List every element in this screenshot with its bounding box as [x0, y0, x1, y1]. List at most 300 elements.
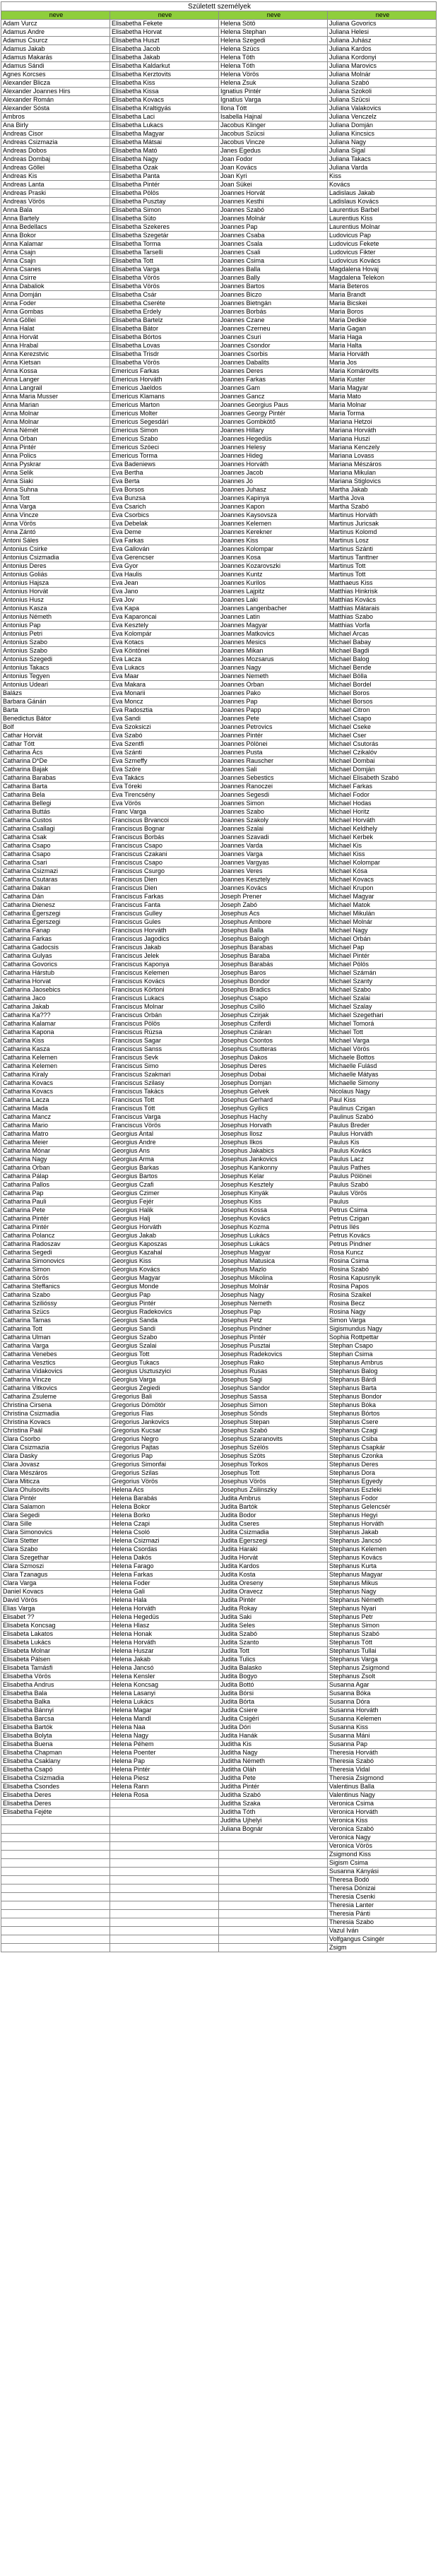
name-cell: Georgius Czimer — [110, 1189, 219, 1198]
table-row — [1, 1291, 437, 1300]
name-cell: Maria Beteros — [328, 283, 437, 291]
name-cell: Joannes Mikan — [219, 647, 328, 655]
name-cell: Josephus Petz — [219, 1317, 328, 1325]
name-cell: Georgius Horváth — [110, 1223, 219, 1232]
name-cell: Antonius Szegedi — [1, 655, 110, 664]
table-row — [1, 1283, 437, 1291]
name-cell: Anna Varga — [1, 503, 110, 511]
name-cell: Joannes Kaysovsza — [219, 511, 328, 520]
name-cell: Joannes Georgius Paus — [219, 401, 328, 410]
table-row — [1, 1173, 437, 1181]
name-cell — [110, 1800, 219, 1808]
name-cell: Franciscus Gules — [110, 918, 219, 927]
table-row — [1, 1571, 437, 1579]
name-cell — [219, 1944, 328, 1952]
name-cell: Matthias Vorfa — [328, 622, 437, 630]
table-row — [1, 1105, 437, 1113]
table-row — [1, 1859, 437, 1868]
name-cell: Eva Köntönei — [110, 647, 219, 655]
table-row — [1, 927, 437, 935]
name-cell: Josephus Kiss — [219, 1198, 328, 1206]
name-cell: Helena Koncsag — [110, 1681, 219, 1690]
name-cell: Catharina Govorics — [1, 961, 110, 969]
name-cell: Anna Csajn — [1, 257, 110, 266]
name-cell: Antonius Horvát — [1, 588, 110, 596]
name-cell: Helena Sötö — [219, 20, 328, 28]
table-row — [1, 766, 437, 774]
name-cell: Catharina Dienesz — [1, 901, 110, 910]
name-cell: Anna Csajn — [1, 249, 110, 257]
name-cell: Georgius Antal — [110, 1130, 219, 1139]
name-cell — [219, 1851, 328, 1859]
name-cell: Elisabetha Vörös — [110, 283, 219, 291]
name-cell: Ilona Tótt — [219, 105, 328, 113]
name-cell: Maria Brandt — [328, 291, 437, 299]
name-cell: Michael Kovacs — [328, 876, 437, 884]
name-cell: Rosina Becz — [328, 1300, 437, 1308]
name-cell: Judita Oravecz — [219, 1588, 328, 1596]
table-row — [1, 1334, 437, 1342]
name-cell: Michael Szabo — [328, 986, 437, 995]
name-cell: Agnes Korcses — [1, 71, 110, 79]
name-cell: Antonius Csizmadia — [1, 554, 110, 562]
name-cell: Andreas Praski — [1, 189, 110, 198]
name-cell: Stephanus Csapkár — [328, 1444, 437, 1452]
table-row — [1, 1715, 437, 1723]
name-cell: Susanna Máni — [328, 1732, 437, 1740]
name-cell: Martinus Tott — [328, 571, 437, 579]
name-cell: Laurentius Barbel — [328, 206, 437, 215]
name-cell: Matthias Hinkrisk — [328, 588, 437, 596]
name-cell: Anna Hrabal — [1, 342, 110, 350]
name-cell: Elisabetha Horvat — [110, 28, 219, 37]
name-cell: Adamus Makarás — [1, 54, 110, 62]
name-cell: Josephus Sagi — [219, 1376, 328, 1384]
table-row — [1, 1605, 437, 1613]
name-cell: Joannes Horvát — [219, 189, 328, 198]
table-row — [1, 367, 437, 376]
name-cell: Josephus Magyar — [219, 1249, 328, 1257]
name-cell: Catharina Csapo — [1, 850, 110, 859]
table-row — [1, 215, 437, 223]
name-cell: Catharina Pintér — [1, 1215, 110, 1223]
table-row — [1, 935, 437, 944]
name-cell: Rosina Szabó — [328, 1266, 437, 1274]
name-cell: Gregorius Jankovics — [110, 1418, 219, 1427]
name-cell: Franciscus Brvancoi — [110, 817, 219, 825]
name-cell: Clara Szmoszi — [1, 1562, 110, 1571]
name-cell: Catharina Szilióssy — [1, 1300, 110, 1308]
name-cell: Anna Suhna — [1, 486, 110, 494]
name-cell: Franciscus Szakmari — [110, 1071, 219, 1079]
name-cell: Anna Maria Musser — [1, 393, 110, 401]
table-row — [1, 1486, 437, 1495]
name-cell: Elisabetha Ozak — [110, 164, 219, 172]
name-cell: Eva Berta — [110, 477, 219, 486]
table-row — [1, 384, 437, 393]
name-cell: Michael Szalay — [328, 1003, 437, 1011]
name-cell: Franciscus Takács — [110, 1088, 219, 1096]
name-cell: Josephus Sassa — [219, 1393, 328, 1401]
name-cell: Zsigmond Kiss — [328, 1851, 437, 1859]
name-cell: Gregorius Szilas — [110, 1469, 219, 1478]
name-cell: Catharina Csak — [1, 833, 110, 842]
name-cell: Georgius Arma — [110, 1156, 219, 1164]
name-cell: Josephus Baraba — [219, 952, 328, 961]
table-row — [1, 859, 437, 867]
name-cell: Stephanus Nyari — [328, 1605, 437, 1613]
name-cell: Michael Keldhely — [328, 825, 437, 833]
name-cell: Stephanus Gelencsér — [328, 1503, 437, 1512]
name-cell: Eva Haulis — [110, 571, 219, 579]
name-cell: Petrus Czigan — [328, 1215, 437, 1223]
name-cell: Elisabetha Kaldarkut — [110, 62, 219, 71]
name-cell: Elisabetha Tott — [110, 257, 219, 266]
table-row — [1, 613, 437, 622]
name-cell: Kovács — [328, 181, 437, 189]
name-cell: Helena Acs — [110, 1486, 219, 1495]
name-cell — [219, 1910, 328, 1918]
name-cell: Eva Kolompár — [110, 630, 219, 639]
name-cell: Catharina Jakab — [1, 1003, 110, 1011]
name-cell: Theresia Pánti — [328, 1910, 437, 1918]
name-cell: Juditha Szaka — [219, 1800, 328, 1808]
name-cell: Catharina Simon — [1, 1266, 110, 1274]
name-cell: Franciscus Kovács — [110, 978, 219, 986]
name-cell: Joannes Kerekner — [219, 528, 328, 537]
table-row — [1, 1554, 437, 1562]
name-cell: Josephus Barabás — [219, 961, 328, 969]
name-cell: Catharina Pintér — [1, 1223, 110, 1232]
name-cell: Elisabetha Csizmadia — [1, 1774, 110, 1783]
table-row — [1, 672, 437, 681]
name-cell: Michael Kerbek — [328, 833, 437, 842]
table-row — [1, 1435, 437, 1444]
table-row — [1, 88, 437, 96]
name-cell: Josephus Domjan — [219, 1079, 328, 1088]
name-cell: Rosina Nagy — [328, 1308, 437, 1317]
name-cell: Elisabeta Koncsag — [1, 1622, 110, 1630]
table-row — [1, 1249, 437, 1257]
name-cell: Catharina Farkas — [1, 935, 110, 944]
name-cell: Stephanus Ambrus — [328, 1359, 437, 1367]
table-row — [1, 410, 437, 418]
table-row — [1, 1723, 437, 1732]
name-cell: Antonius Deres — [1, 562, 110, 571]
name-cell: Joannes Pete — [219, 715, 328, 723]
name-cell: Michael Czikalóv — [328, 749, 437, 757]
name-cell: Joannes Szabo — [219, 808, 328, 817]
name-cell: Judita Balasko — [219, 1664, 328, 1673]
table-row — [1, 444, 437, 452]
table-row — [1, 639, 437, 647]
table-row — [1, 1851, 437, 1859]
name-cell: Theresa Dónizai — [328, 1884, 437, 1893]
name-cell: Michael Számán — [328, 969, 437, 978]
name-cell — [219, 1918, 328, 1927]
name-cell: Judita Bórsi — [219, 1690, 328, 1698]
name-cell: Christina Kovacs — [1, 1418, 110, 1427]
name-cell: Michael Babay — [328, 639, 437, 647]
name-cell: Georgius Ans — [110, 1147, 219, 1156]
name-cell: Michael Szalai — [328, 995, 437, 1003]
name-cell: Ana Birly — [1, 121, 110, 130]
name-cell — [110, 1868, 219, 1876]
name-cell: Catharina D*De — [1, 757, 110, 766]
name-cell: Catharina Mario — [1, 1122, 110, 1130]
name-cell: Martinus Tanttner — [328, 554, 437, 562]
name-cell: Josephus Pindner — [219, 1325, 328, 1334]
name-cell: Emericus Szöeci — [110, 444, 219, 452]
name-cell: Antonius Goliás — [1, 571, 110, 579]
name-cell: Maria Halta — [328, 342, 437, 350]
name-cell: David Vörös — [1, 1596, 110, 1605]
name-cell: Michael Pap — [328, 944, 437, 952]
name-cell: Helena Csizmazi — [110, 1537, 219, 1545]
name-cell — [110, 1927, 219, 1935]
name-cell: Antonius Husz — [1, 596, 110, 605]
table-title: Született személyek — [1, 2, 437, 11]
name-cell: Elisabetha Vörös — [110, 274, 219, 283]
name-cell: Joan Kyri — [219, 172, 328, 181]
name-cell: Eva Szentfi — [110, 740, 219, 749]
name-cell — [219, 1927, 328, 1935]
table-row — [1, 37, 437, 45]
name-cell: Joannes Veres — [219, 867, 328, 876]
table-row — [1, 1664, 437, 1673]
name-cell: Stephanus Kovács — [328, 1554, 437, 1562]
name-cell: Catharina Sörös — [1, 1274, 110, 1283]
name-cell: Joannes Pap — [219, 698, 328, 706]
table-row — [1, 961, 437, 969]
name-cell: Elisabetha Cseréte — [110, 299, 219, 308]
name-cell: Joannes Kelemen — [219, 520, 328, 528]
name-cell: Joannes Gancz — [219, 393, 328, 401]
table-row — [1, 706, 437, 715]
name-cell: Catharina Segedi — [1, 1249, 110, 1257]
table-row — [1, 1876, 437, 1884]
name-cell: Eva Monarii — [110, 689, 219, 698]
name-cell: Elisabetha Bartelz — [110, 316, 219, 325]
name-cell: Elisabetha Vörös — [110, 359, 219, 367]
table-row — [1, 1698, 437, 1707]
name-cell: Sigism Csima — [328, 1859, 437, 1868]
name-cell: Joannes Mesics — [219, 639, 328, 647]
name-cell: Juliana Nagy — [328, 138, 437, 147]
name-cell: Helena Csordas — [110, 1545, 219, 1554]
name-cell: Michael Bende — [328, 664, 437, 672]
name-cell: Josephus Baros — [219, 969, 328, 978]
name-cell: Joannes Szakoly — [219, 817, 328, 825]
name-cell: Georgius Zegiedi — [110, 1384, 219, 1393]
name-cell: Ignatius Pintér — [219, 88, 328, 96]
name-cell: Elisabetha Csár — [110, 291, 219, 299]
name-cell: Elisabetha Nagy — [110, 155, 219, 164]
name-cell: Joannes Rauscher — [219, 757, 328, 766]
table-row — [1, 588, 437, 596]
name-cell: Helena Zsuk — [219, 79, 328, 88]
name-cell: Stephanus Hegyi — [328, 1512, 437, 1520]
table-row — [1, 427, 437, 435]
table-row — [1, 240, 437, 249]
table-row — [1, 1113, 437, 1122]
name-cell: Michael Molnár — [328, 918, 437, 927]
name-cell: Georgius Szalai — [110, 1342, 219, 1351]
name-cell: Catharina Buttás — [1, 808, 110, 817]
name-cell: Eva Lacza — [110, 655, 219, 664]
table-row — [1, 605, 437, 613]
name-cell: Joannes Hegedüs — [219, 435, 328, 444]
name-cell — [1, 1876, 110, 1884]
name-cell: Maria Horváth — [328, 350, 437, 359]
table-row — [1, 266, 437, 274]
name-cell — [1, 1859, 110, 1868]
table-row — [1, 1656, 437, 1664]
name-cell: Anna Csirre — [1, 274, 110, 283]
name-cell: Catharina Vidakovics — [1, 1367, 110, 1376]
table-row — [1, 1495, 437, 1503]
name-cell — [219, 1893, 328, 1901]
name-cell: Volfgangus Csingér — [328, 1935, 437, 1944]
name-cell: Michael Arcas — [328, 630, 437, 639]
table-row — [1, 1630, 437, 1639]
name-cell: Joannes Kosa — [219, 554, 328, 562]
name-cell: Elisabetha Mató — [110, 147, 219, 155]
table-row — [1, 528, 437, 537]
name-cell: Stephanus Eszleki — [328, 1486, 437, 1495]
name-cell: Anna Vincze — [1, 511, 110, 520]
table-row — [1, 1257, 437, 1266]
name-cell: Josephus Kelar — [219, 1173, 328, 1181]
name-cell: Antoni Sáles — [1, 537, 110, 545]
name-cell: Helena Töth — [219, 54, 328, 62]
name-cell: Clara Miticza — [1, 1478, 110, 1486]
name-cell: Theresia Horváth — [328, 1749, 437, 1757]
name-cell: Michaelle Fulásd — [328, 1062, 437, 1071]
name-cell: Juliana Domján — [328, 121, 437, 130]
name-cell: Catharina Bellegi — [1, 800, 110, 808]
name-cell: Joannes Csaba — [219, 232, 328, 240]
name-cell: Georgius Tott — [110, 1351, 219, 1359]
name-cell: Judita Kosta — [219, 1571, 328, 1579]
name-cell: Ludovicus Pap — [328, 232, 437, 240]
name-cell: Helena Tóth — [219, 62, 328, 71]
name-cell: Anna Siaki — [1, 477, 110, 486]
name-cell: Eva Gyor — [110, 562, 219, 571]
name-cell: Juliana Helesi — [328, 28, 437, 37]
name-cell: Paulus Vörös — [328, 1189, 437, 1198]
name-cell: Joannes Pusta — [219, 749, 328, 757]
name-cell: Catharina Pauli — [1, 1198, 110, 1206]
table-row — [1, 494, 437, 503]
name-cell: Helena Piesz — [110, 1774, 219, 1783]
table-row — [1, 1622, 437, 1630]
column-header: neve — [1, 11, 110, 20]
name-cell: Mariana Hetzoi — [328, 418, 437, 427]
name-cell: Joannes Orban — [219, 681, 328, 689]
name-cell: Georgius Varga — [110, 1376, 219, 1384]
table-row — [1, 1376, 437, 1384]
name-cell: Susanna Agar — [328, 1681, 437, 1690]
name-cell: Stephanus Czagi — [328, 1427, 437, 1435]
name-cell: Josephus Kinyák — [219, 1189, 328, 1198]
table-row — [1, 1690, 437, 1698]
name-cell: Franciscus Farkas — [110, 893, 219, 901]
name-cell: Juditha Nagy — [219, 1749, 328, 1757]
name-cell: Elisabetha Mátsai — [110, 138, 219, 147]
table-row — [1, 1681, 437, 1690]
name-cell: Elisabetha Simon — [110, 206, 219, 215]
name-cell: Helena Bokor — [110, 1503, 219, 1512]
name-cell: Franciscus Vörös — [110, 1122, 219, 1130]
name-cell: Josephus Balogh — [219, 935, 328, 944]
name-cell: Helena Mandl — [110, 1715, 219, 1723]
name-cell: Michael Elisabeth Szabó — [328, 774, 437, 783]
table-row — [1, 842, 437, 850]
name-cell: Maria Torma — [328, 410, 437, 418]
name-cell: Catharina Horvat — [1, 978, 110, 986]
table-row — [1, 1401, 437, 1410]
name-cell: Catharina Tott — [1, 1325, 110, 1334]
name-cell: Juditha Oláh — [219, 1766, 328, 1774]
name-cell: Paulus Kovács — [328, 1147, 437, 1156]
table-row — [1, 1359, 437, 1367]
name-cell: Martinus Losz — [328, 537, 437, 545]
name-cell: Josephus Radekovics — [219, 1351, 328, 1359]
name-cell: Juditha Pete — [219, 1774, 328, 1783]
name-cell: Helena Horváth — [110, 1605, 219, 1613]
name-cell — [110, 1918, 219, 1927]
name-cell: Stephanus Simon — [328, 1622, 437, 1630]
name-cell: Josephus Balla — [219, 927, 328, 935]
name-cell: Anna Langer — [1, 376, 110, 384]
name-cell: Catharina Radoszav — [1, 1240, 110, 1249]
name-cell: Valentinus Balla — [328, 1783, 437, 1791]
name-cell: Catharina Jaosebics — [1, 986, 110, 995]
name-cell: Franciscus Csurgo — [110, 867, 219, 876]
table-row — [1, 121, 437, 130]
name-cell: Rosa Kuncz — [328, 1249, 437, 1257]
name-cell: Michael Csapo — [328, 715, 437, 723]
table-row — [1, 579, 437, 588]
name-cell: Eva Debelak — [110, 520, 219, 528]
name-cell: Veronica Nagy — [328, 1834, 437, 1842]
table-row — [1, 1367, 437, 1376]
name-cell: Catharina Venebes — [1, 1351, 110, 1359]
name-cell: Anna Foder — [1, 299, 110, 308]
name-cell — [1, 1817, 110, 1825]
name-cell: Georgius Kiss — [110, 1257, 219, 1266]
table-row — [1, 1079, 437, 1088]
name-cell: Juditha Tóth — [219, 1808, 328, 1817]
name-cell: Ludovicus Fikter — [328, 249, 437, 257]
table-row — [1, 537, 437, 545]
table-row — [1, 1588, 437, 1596]
name-cell: Elisabetha Buena — [1, 1740, 110, 1749]
name-cell: Elisabetha Kovacs — [110, 96, 219, 105]
name-cell: Joannes Szabó — [219, 206, 328, 215]
name-cell: Catharina Ulman — [1, 1334, 110, 1342]
table-row — [1, 1215, 437, 1223]
name-cell: Elisabetha Huszt — [110, 37, 219, 45]
name-cell: Catharina Orban — [1, 1164, 110, 1173]
name-cell: Anna Pintér — [1, 444, 110, 452]
table-row — [1, 1910, 437, 1918]
name-cell: Clara Pintér — [1, 1495, 110, 1503]
table-row — [1, 113, 437, 121]
name-cell: Petrus Kovács — [328, 1232, 437, 1240]
name-cell: Joannes Magyar — [219, 622, 328, 630]
